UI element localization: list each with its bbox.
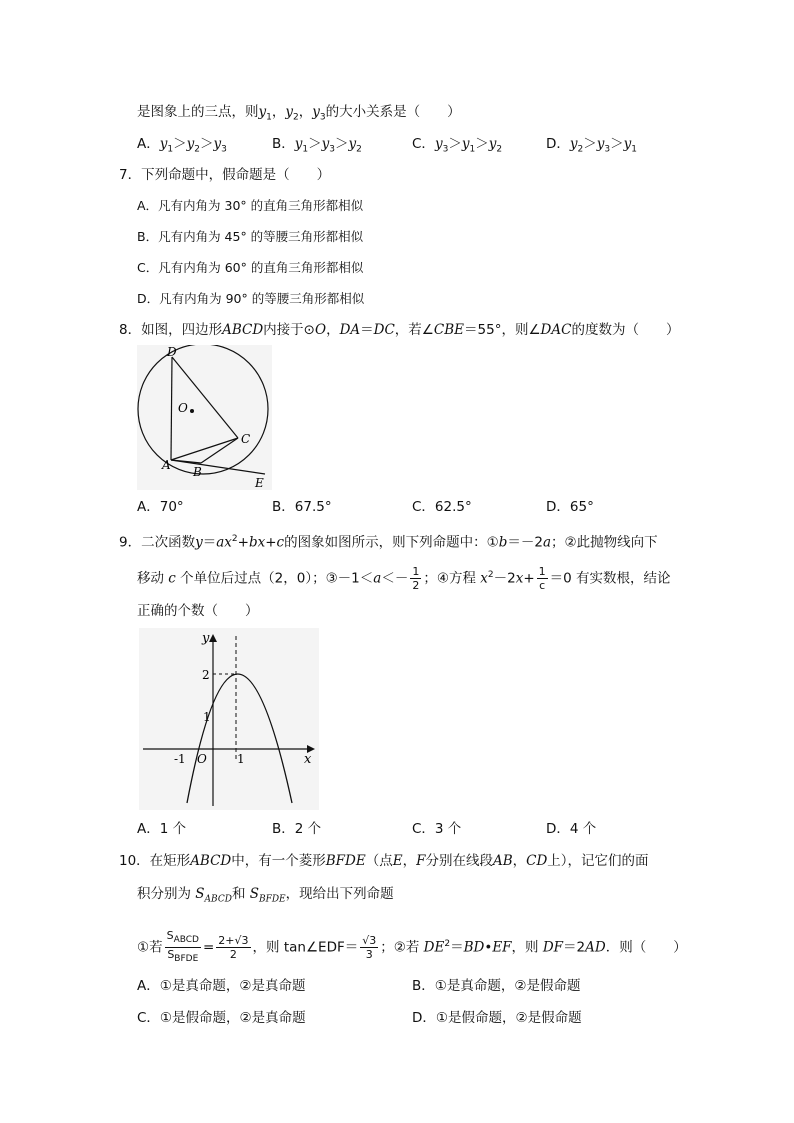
q10-option-a[interactable]: A．①是真命题，②是真命题 bbox=[137, 978, 306, 994]
q6-stem: 是图象上的三点，则$y_1$，$y_2$，$y_3$的大小关系是（ ） bbox=[137, 104, 461, 123]
y-label: y bbox=[202, 631, 210, 646]
q10-option-b[interactable]: B．①是真命题，②是假命题 bbox=[412, 978, 581, 994]
q10-stem: 10．在矩形ABCD中，有一个菱形BFDE（点E，F分别在线段AB，CD上），记它们的面 bbox=[119, 853, 649, 869]
center-dot bbox=[190, 409, 194, 413]
q9-option-d[interactable]: D．4 个 bbox=[546, 821, 597, 837]
q7-option-d[interactable]: D．凡有内角为 90° 的等腰三角形都相似 bbox=[137, 291, 365, 306]
q6-option-b[interactable]: B．$y_1>y_3>y_2$ bbox=[272, 136, 362, 155]
tick-x1: 1 bbox=[237, 752, 245, 766]
q8-stem: 8．如图，四边形ABCD内接于⊙O，DA＝DC，若∠CBE＝55°，则∠DAC的度数为（ ） bbox=[119, 322, 680, 338]
q6-option-d[interactable]: D．$y_2>y_3>y_1$ bbox=[546, 136, 638, 155]
label-d: D bbox=[167, 345, 177, 359]
q6-option-a[interactable]: A．$y_1>y_2>y_3$ bbox=[137, 136, 227, 155]
fraction-root3-over-3: $\frac{√3}{3}$ bbox=[362, 934, 377, 962]
q9-option-a[interactable]: A．1 个 bbox=[137, 821, 187, 837]
origin-label: O bbox=[197, 752, 207, 766]
tick-1: 1 bbox=[203, 710, 211, 724]
q7-option-c[interactable]: C．凡有内角为 60° 的直角三角形都相似 bbox=[137, 260, 364, 275]
q8-option-b[interactable]: B．67.5° bbox=[272, 499, 332, 515]
fraction-area-ratio: $\frac{S_{ABCD}}{S_{BFDE}}$ bbox=[166, 929, 199, 965]
q9-line2: 移动 c 个单位后过点（2，0）；③－1＜a＜－ $\frac{1}{2}$ ；④方程 $x^2-2x+$ $\frac{1}{c}$ ＝0 有实数根，结论 bbox=[137, 565, 671, 592]
q9-parabola-graph bbox=[139, 628, 319, 810]
label-b: B bbox=[193, 465, 202, 479]
label-e: E bbox=[255, 476, 264, 490]
q10-option-d[interactable]: D．①是假命题，②是假命题 bbox=[412, 1010, 582, 1026]
q8-option-a[interactable]: A．70° bbox=[137, 499, 184, 515]
q10-option-c[interactable]: C．①是假命题，②是真命题 bbox=[137, 1010, 306, 1026]
q6-option-c[interactable]: C．$y_3>y_1>y_2$ bbox=[412, 136, 503, 155]
label-c: C bbox=[241, 432, 251, 446]
q9-option-c[interactable]: C．3 个 bbox=[412, 821, 462, 837]
graph-background bbox=[139, 628, 319, 810]
q8-circle-figure bbox=[137, 345, 272, 490]
x-label: x bbox=[304, 752, 312, 767]
label-o: O bbox=[178, 401, 188, 415]
q10-line2: 积分别为 $S_{ABCD}$和 $S_{BFDE}$，现给出下列命题 bbox=[137, 886, 394, 905]
q8-option-d[interactable]: D．65° bbox=[546, 499, 594, 515]
q9-option-b[interactable]: B．2 个 bbox=[272, 821, 322, 837]
q7-stem: 7．下列命题中，假命题是（ ） bbox=[119, 167, 331, 183]
tick-2: 2 bbox=[202, 668, 210, 682]
q9-line3: 正确的个数（ ） bbox=[137, 603, 259, 619]
fraction-two-plus-root3-over-2: $\frac{2+√3}{2}$ bbox=[218, 934, 249, 962]
fraction-one-over-c: $\frac{1}{c}$ bbox=[538, 565, 546, 592]
q9-stem: 9．二次函数$y=ax^2+bx+c$的图象如图所示，则下列命题中：①b＝－2a；②此抛物线向下 bbox=[119, 534, 658, 551]
q8-option-c[interactable]: C．62.5° bbox=[412, 499, 472, 515]
tick-neg1: -1 bbox=[174, 752, 186, 766]
label-a: A bbox=[162, 458, 171, 472]
q10-line3: ①若 $\frac{S_{ABCD}}{S_{BFDE}}$ = $\frac{2+√3}{2}$ ，则 tan∠EDF＝ $\frac{√3}{3}$ ；②若 $DE^2=BD•EF$，则 DF＝2AD．则（ ） bbox=[137, 929, 687, 965]
q7-option-b[interactable]: B．凡有内角为 45° 的等腰三角形都相似 bbox=[137, 229, 364, 244]
fraction-one-half: $\frac{1}{2}$ bbox=[412, 565, 420, 592]
q7-option-a[interactable]: A．凡有内角为 30° 的直角三角形都相似 bbox=[137, 198, 364, 213]
